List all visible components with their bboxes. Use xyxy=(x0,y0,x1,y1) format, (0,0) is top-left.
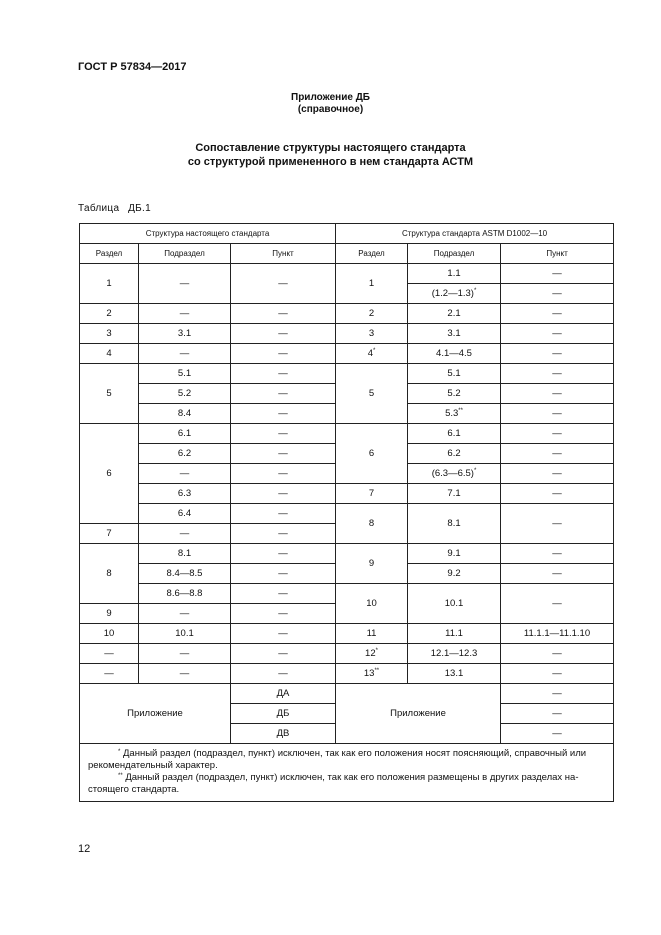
table-cell: — xyxy=(231,264,336,304)
col-header-subsection: Подраздел xyxy=(139,244,231,264)
table-cell: 4.1—4.5 xyxy=(408,344,501,364)
group-header-right: Структура стандарта ASTM D1002—10 xyxy=(336,224,614,244)
table-cell: 11 xyxy=(336,624,408,644)
table-notes-row xyxy=(80,744,614,802)
table-cell: 10 xyxy=(336,584,408,624)
footnote-mark: * xyxy=(118,749,121,755)
table-cell: 3 xyxy=(336,324,408,344)
table-cell: — xyxy=(501,584,614,624)
appendix-label-left: Приложение xyxy=(80,684,231,744)
table-cell: — xyxy=(231,404,336,424)
table-cell: 3.1 xyxy=(408,324,501,344)
table-cell: — xyxy=(139,304,231,324)
table-row xyxy=(80,424,614,444)
table-cell: — xyxy=(501,644,614,664)
table-cell: 8.6—8.8 xyxy=(139,584,231,604)
table-notes xyxy=(80,744,614,802)
footnote-mark: * xyxy=(473,468,477,474)
appendix-cell: ДВ xyxy=(231,724,336,744)
standard-designation: ГОСТ Р 57834—2017 xyxy=(78,61,187,73)
table-cell: 6 xyxy=(80,424,139,524)
table-cell: — xyxy=(231,584,336,604)
table-cell: — xyxy=(231,524,336,544)
table-cell: 3.1 xyxy=(139,324,231,344)
table-cell: — xyxy=(231,464,336,484)
table-row xyxy=(80,684,614,704)
table-cell: 1 xyxy=(336,264,408,304)
cell-text: (6.3—6.5) xyxy=(431,468,474,479)
col-header-section: Раздел xyxy=(336,244,408,264)
cell-text: 5.3 xyxy=(445,408,459,419)
table-cell: 6.3 xyxy=(139,484,231,504)
footnote-mark: * xyxy=(473,288,477,294)
comparison-table xyxy=(79,223,614,802)
table-row xyxy=(80,484,614,504)
col-header-item: Пункт xyxy=(501,244,614,264)
table-cell: 9 xyxy=(336,544,408,584)
table-cell xyxy=(408,284,501,304)
table-cell: — xyxy=(139,644,231,664)
table-cell: 11.1 xyxy=(408,624,501,644)
table-cell: 5.2 xyxy=(408,384,501,404)
table-cell: 4 xyxy=(80,344,139,364)
table-cell: — xyxy=(501,684,614,704)
table-cell: 1.1 xyxy=(408,264,501,284)
table-cell: — xyxy=(501,424,614,444)
table-row xyxy=(80,544,614,564)
table-cell: — xyxy=(501,564,614,584)
table-row xyxy=(80,264,614,284)
caption-prefix: Таблица xyxy=(78,203,120,214)
table-cell: 8.4 xyxy=(139,404,231,424)
appendix-cell: ДБ xyxy=(231,704,336,724)
table-cell: 6.2 xyxy=(408,444,501,464)
footnote-mark: ** xyxy=(374,668,380,674)
table-cell: — xyxy=(231,344,336,364)
table-row xyxy=(80,584,614,604)
table-cell: 9.1 xyxy=(408,544,501,564)
table-cell: 10.1 xyxy=(408,584,501,624)
table-column-header xyxy=(80,244,614,264)
table-cell: 6.4 xyxy=(139,504,231,524)
table-cell: — xyxy=(80,664,139,684)
heading-line-2: со структурой примененного в нем стандарта АСТМ xyxy=(187,156,474,168)
table-cell: — xyxy=(231,564,336,584)
col-header-item: Пункт xyxy=(231,244,336,264)
table-cell: — xyxy=(139,344,231,364)
footnote-text: Данный раздел (подраздел, пункт) исключен, так как его положения носят поясняющий, справочный или xyxy=(122,748,587,759)
page-number: 12 xyxy=(78,843,91,855)
table-cell: 2 xyxy=(336,304,408,324)
table-cell: — xyxy=(231,304,336,324)
table-cell xyxy=(336,644,408,664)
table-row xyxy=(80,324,614,344)
table-cell: 9 xyxy=(80,604,139,624)
table-cell: — xyxy=(139,664,231,684)
table-cell: — xyxy=(501,544,614,564)
table-cell: — xyxy=(501,304,614,324)
table-cell: — xyxy=(231,384,336,404)
table-cell: — xyxy=(501,284,614,304)
table-cell: 8.4—8.5 xyxy=(139,564,231,584)
appendix-title: Приложение ДБ xyxy=(291,92,370,103)
table-cell xyxy=(408,464,501,484)
table-cell: 12.1—12.3 xyxy=(408,644,501,664)
table-cell: 8 xyxy=(80,544,139,604)
table-cell xyxy=(408,404,501,424)
table-cell: 8 xyxy=(336,504,408,544)
table-cell: — xyxy=(501,504,614,544)
table-cell: 8.1 xyxy=(408,504,501,544)
footnote-2 xyxy=(88,772,605,784)
cell-text: (1.2—1.3) xyxy=(431,288,474,299)
heading-line-1: Сопоставление структуры настоящего стандарта xyxy=(195,142,466,154)
table-cell: — xyxy=(231,424,336,444)
table-cell: — xyxy=(501,384,614,404)
footnote-mark: * xyxy=(372,348,376,354)
cell-text: 12 xyxy=(365,648,376,659)
table-row xyxy=(80,364,614,384)
table-group-header xyxy=(80,224,614,244)
table-cell: 7 xyxy=(336,484,408,504)
table-cell: 11.1.1—11.1.10 xyxy=(501,624,614,644)
table-cell: 5.2 xyxy=(139,384,231,404)
appendix-cell: ДА xyxy=(231,684,336,704)
cell-text: 4 xyxy=(367,348,373,359)
group-header-left: Структура настоящего стандарта xyxy=(80,224,336,244)
footnote-1-continued: рекомендательный характер. xyxy=(88,760,218,771)
table-cell: 5.1 xyxy=(139,364,231,384)
table-cell: 2 xyxy=(80,304,139,324)
table-cell: — xyxy=(231,664,336,684)
table-cell: — xyxy=(501,704,614,724)
table-cell: — xyxy=(139,524,231,544)
table-cell: 9.2 xyxy=(408,564,501,584)
table-cell: 6.1 xyxy=(408,424,501,444)
table-cell: — xyxy=(231,604,336,624)
table-row xyxy=(80,504,614,524)
cell-text: 13 xyxy=(363,668,375,679)
table-cell xyxy=(336,344,408,364)
table-cell: — xyxy=(231,364,336,384)
appendix-label-right: Приложение xyxy=(336,684,501,744)
footnote-mark: ** xyxy=(118,773,123,779)
table-cell: 7.1 xyxy=(408,484,501,504)
table-cell: — xyxy=(139,464,231,484)
table-cell: — xyxy=(231,624,336,644)
footnote-text: Данный раздел (подраздел, пункт) исключен, так как его положения размещены в других разделах на- xyxy=(125,772,579,783)
table-cell: — xyxy=(501,344,614,364)
table-cell: 10.1 xyxy=(139,624,231,644)
table-cell: — xyxy=(80,644,139,664)
table-cell: 5.1 xyxy=(408,364,501,384)
table-row xyxy=(80,664,614,684)
table-cell: 5 xyxy=(336,364,408,424)
table-cell: — xyxy=(139,264,231,304)
table-cell xyxy=(336,664,408,684)
table-cell: — xyxy=(139,604,231,624)
table-cell: — xyxy=(231,324,336,344)
table-cell: — xyxy=(231,504,336,524)
table-row xyxy=(80,304,614,324)
table-cell: 5 xyxy=(80,364,139,424)
table-cell: 6 xyxy=(336,424,408,484)
table-cell: 13.1 xyxy=(408,664,501,684)
table-cell: 7 xyxy=(80,524,139,544)
table-cell: 3 xyxy=(80,324,139,344)
table-cell: — xyxy=(501,664,614,684)
table-cell: — xyxy=(501,464,614,484)
table-cell: 2.1 xyxy=(408,304,501,324)
table-cell: — xyxy=(501,404,614,424)
col-header-section: Раздел xyxy=(80,244,139,264)
table-cell: — xyxy=(501,724,614,744)
footnote-mark: * xyxy=(375,648,378,654)
table-cell: — xyxy=(231,644,336,664)
table-cell: 8.1 xyxy=(139,544,231,564)
table-cell: — xyxy=(231,484,336,504)
footnote-1 xyxy=(88,748,605,760)
table-cell: 6.2 xyxy=(139,444,231,464)
col-header-subsection: Подраздел xyxy=(408,244,501,264)
table-cell: — xyxy=(501,444,614,464)
table-cell: — xyxy=(231,544,336,564)
table-row xyxy=(80,344,614,364)
table-cell: — xyxy=(501,264,614,284)
table-cell: — xyxy=(501,364,614,384)
footnote-2-continued: стоящего стандарта. xyxy=(88,784,180,795)
table-cell: — xyxy=(501,324,614,344)
table-caption xyxy=(78,203,151,214)
table-row xyxy=(80,644,614,664)
table-row xyxy=(80,624,614,644)
table-cell: 10 xyxy=(80,624,139,644)
footnote-mark: ** xyxy=(458,408,463,414)
table-cell: — xyxy=(231,444,336,464)
table-cell: — xyxy=(501,484,614,504)
caption-id: ДБ.1 xyxy=(128,203,151,214)
table-cell: 6.1 xyxy=(139,424,231,444)
appendix-type: (справочное) xyxy=(297,104,364,115)
table-cell: 1 xyxy=(80,264,139,304)
